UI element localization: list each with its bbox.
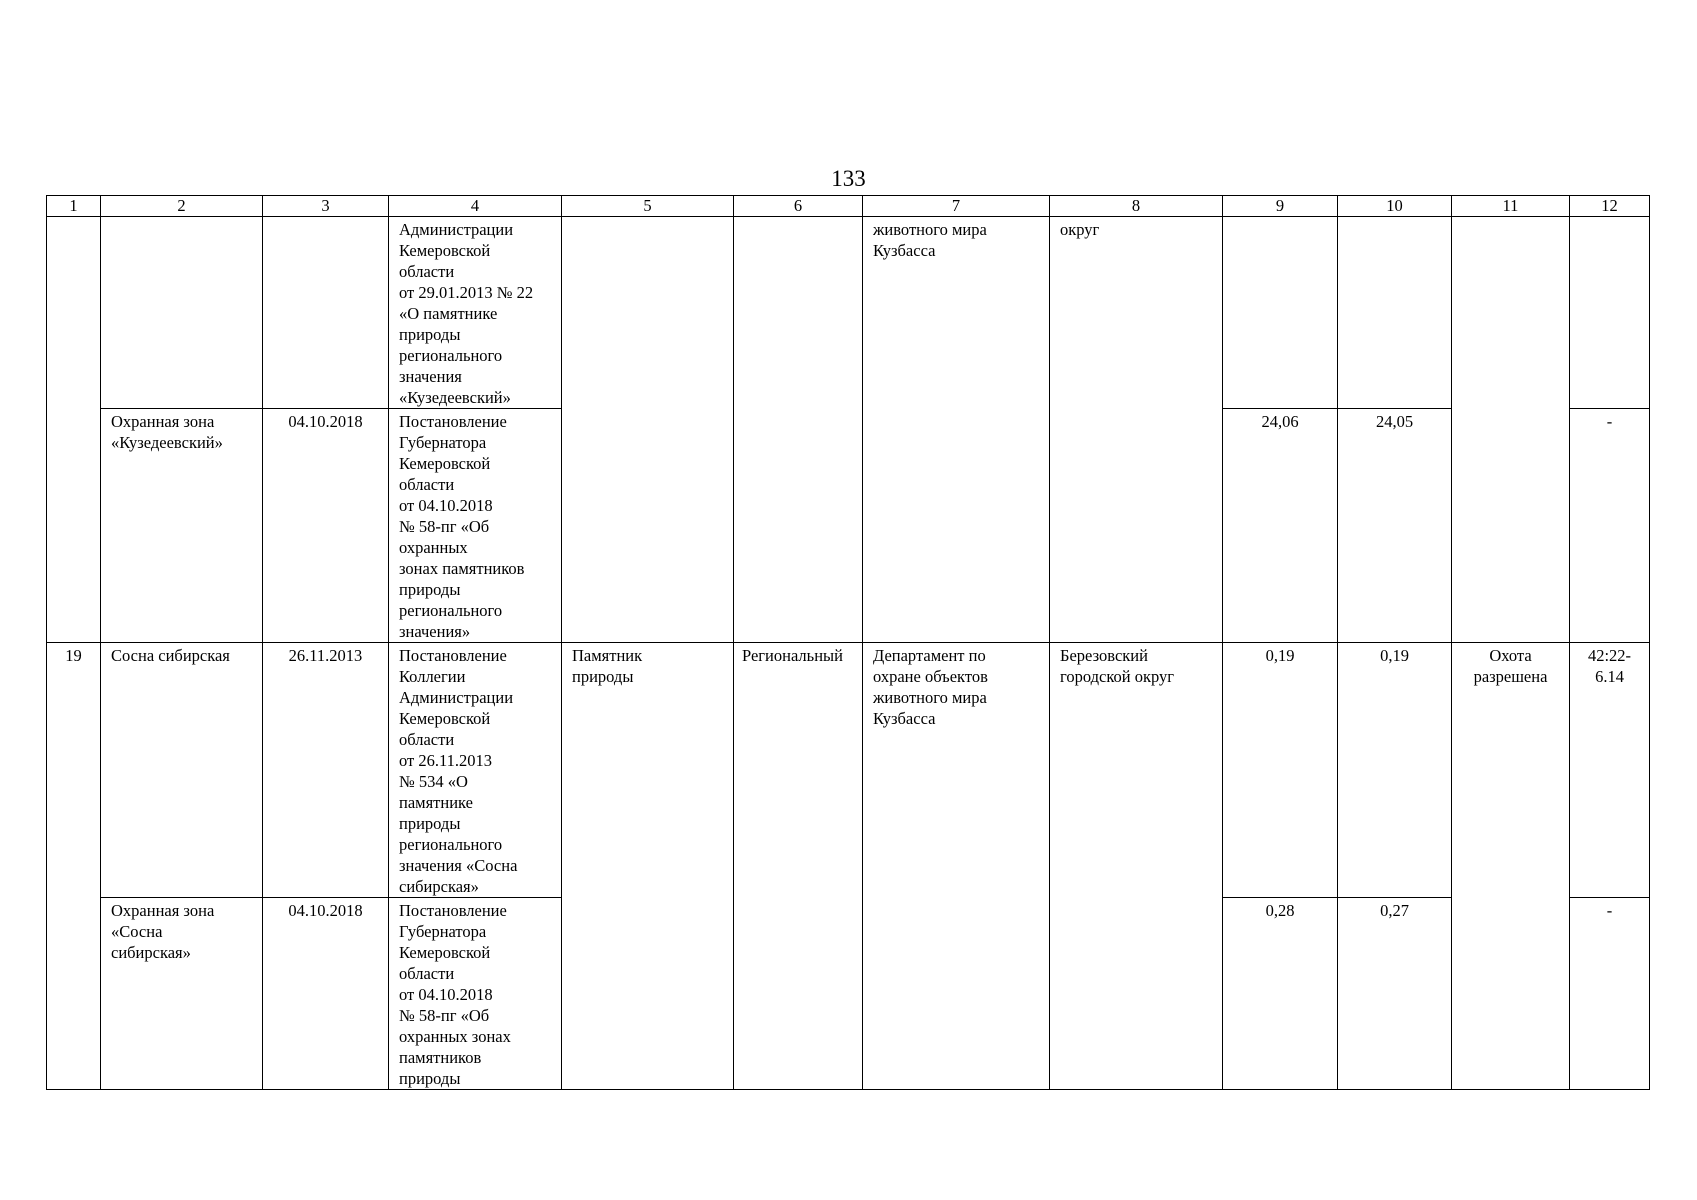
cell-location: округ	[1050, 217, 1223, 643]
cell-date: 04.10.2018	[263, 898, 389, 1090]
cell-area: 24,06	[1223, 409, 1338, 643]
cell-code	[1570, 217, 1650, 409]
col-header-2: 2	[101, 196, 263, 217]
column-number-header-row	[47, 196, 1650, 217]
cell-significance	[734, 217, 863, 643]
cell-name	[101, 217, 263, 409]
cell-location: Березовский городской округ	[1050, 643, 1223, 1090]
col-header-12: 12	[1570, 196, 1650, 217]
cell-regime: Охота разрешена	[1452, 643, 1570, 1090]
cell-code: 42:22- 6.14	[1570, 643, 1650, 898]
cell-number	[47, 217, 101, 643]
col-header-5: 5	[562, 196, 734, 217]
cell-area-2: 24,05	[1338, 409, 1452, 643]
cell-document: Постановление Коллегии Администрации Кемеровской области от 26.11.2013 № 534 «О памятнике природы регионального значения «Сосна сибирская»	[389, 643, 562, 898]
protected-areas-table	[46, 195, 1650, 1090]
cell-area-2	[1338, 217, 1452, 409]
table-row-continuation	[47, 217, 1650, 409]
page-number: 133	[831, 166, 866, 191]
cell-regime	[1452, 217, 1570, 643]
cell-name: Охранная зона «Сосна сибирская»	[101, 898, 263, 1090]
cell-date: 04.10.2018	[263, 409, 389, 643]
cell-date	[263, 217, 389, 409]
col-header-11: 11	[1452, 196, 1570, 217]
col-header-6: 6	[734, 196, 863, 217]
cell-authority: Департамент по охране объектов животного мира Кузбасса	[863, 643, 1050, 1090]
cell-name: Сосна сибирская	[101, 643, 263, 898]
col-header-8: 8	[1050, 196, 1223, 217]
cell-area: 0,19	[1223, 643, 1338, 898]
cell-code: -	[1570, 898, 1650, 1090]
cell-date: 26.11.2013	[263, 643, 389, 898]
cell-area: 0,28	[1223, 898, 1338, 1090]
cell-name: Охранная зона «Кузедеевский»	[101, 409, 263, 643]
cell-area	[1223, 217, 1338, 409]
cell-document: Постановление Губернатора Кемеровской области от 04.10.2018 № 58-пг «Об охранных зонах памятников природы регионального значения»	[389, 409, 562, 643]
cell-document: Постановление Губернатора Кемеровской области от 04.10.2018 № 58-пг «Об охранных зонах памятников природы	[389, 898, 562, 1090]
col-header-1: 1	[47, 196, 101, 217]
cell-document: Администрации Кемеровской области от 29.01.2013 № 22 «О памятнике природы регионального значения «Кузедеевский»	[389, 217, 562, 409]
table-row-19	[47, 643, 1650, 898]
cell-authority: животного мира Кузбасса	[863, 217, 1050, 643]
cell-number: 19	[47, 643, 101, 1090]
cell-category: Памятник природы	[562, 643, 734, 1090]
cell-significance: Региональный	[734, 643, 863, 1090]
cell-category	[562, 217, 734, 643]
cell-code: -	[1570, 409, 1650, 643]
col-header-7: 7	[863, 196, 1050, 217]
col-header-10: 10	[1338, 196, 1452, 217]
cell-area-2: 0,19	[1338, 643, 1452, 898]
col-header-4: 4	[389, 196, 562, 217]
col-header-9: 9	[1223, 196, 1338, 217]
cell-area-2: 0,27	[1338, 898, 1452, 1090]
col-header-3: 3	[263, 196, 389, 217]
